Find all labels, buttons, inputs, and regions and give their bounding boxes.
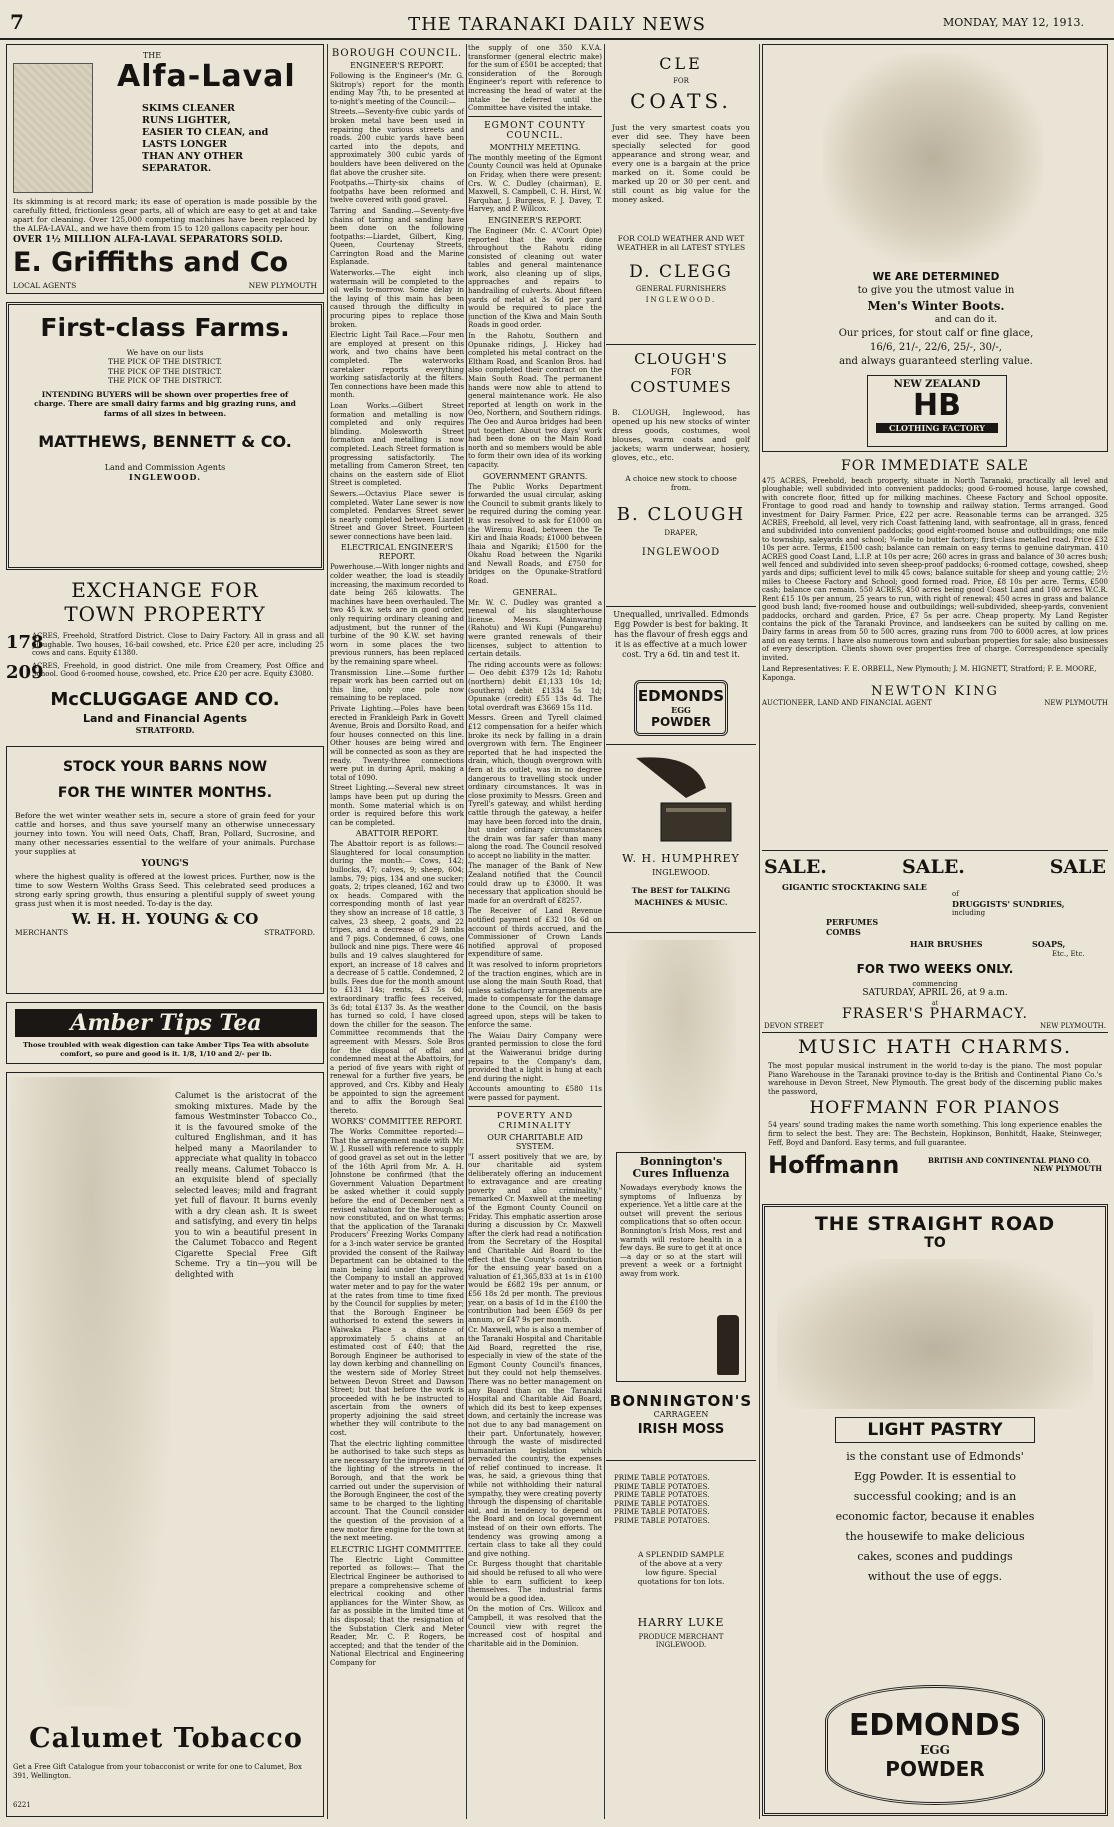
immediate-sale-ad [762, 458, 1108, 842]
exchange-text-2: ACRES, Freehold, in good district. One mile from Creamery, Post Office and School. Good 6-roomed house, cowshed, etc. Price £20 per acre. Equity £3080. [32, 661, 324, 679]
luke-town: INGLEWOOD. [655, 1640, 707, 1649]
sale-weeks: FOR TWO WEEKS ONLY. [856, 962, 1014, 976]
farms-firm: MATTHEWS, BENNETT & CO. [38, 432, 292, 451]
clegg-coats-ad [606, 44, 756, 344]
divider [606, 344, 756, 345]
hb-factory: CLOTHING FACTORY [876, 423, 998, 433]
stock-ad [6, 746, 324, 994]
frasers-sale-ad [762, 854, 1108, 1030]
bottle-illustration [717, 1315, 739, 1375]
potato-line: PRIME TABLE POTATOES. [614, 1516, 710, 1525]
works-subheading: WORKS' COMMITTEE REPORT. [331, 1117, 463, 1127]
paragraph: The Receiver of Land Revenue notified payment of £32 10s 6d on account of thirds accrued, and the Commissioner of Crown Lands notified approval of proposed expenditure of same. [468, 907, 602, 959]
music-hoffmann: HOFFMANN FOR PIANOS [809, 1098, 1061, 1119]
farms-picks [9, 357, 321, 386]
paragraph: Powerhouse.—With longer nights and colder weather, the load is steadily increasing, the maximum recorded to date being 265 kilowatts. The machines have been overhauled. The two 45 k.w. sets are in good order, only requiring ordinary cleaning and adjustment, but the runner of the turbine of the 90 K.W. set having worn in some places the two previous runners, has been replaced by the remaining spare wheel. [330, 563, 464, 666]
column-rule [327, 44, 328, 1819]
humphrey-town: INGLEWOOD. [652, 868, 710, 877]
divider [606, 744, 756, 745]
music-body: The most popular musical instrument in the world to-day is the piano. The most popular Piano Warehouse in the Taranaki province to-day is the British and Continental Piano Co.'s warehouse in Devon Street, New Plymouth. The great body of the discerning public makes the password, [768, 1062, 1102, 1096]
exchange-title-2: TOWN PROPERTY [64, 602, 266, 626]
stock-title-1: STOCK YOUR BARNS NOW [62, 759, 268, 775]
coats-cle: CLE [659, 54, 703, 73]
sale-line-3: DRUGGISTS' SUNDRIES, [952, 899, 1065, 909]
clough-title-1: CLOUGH'S [634, 350, 728, 368]
engineer-subheading: ENGINEER'S REPORT. [488, 215, 582, 225]
coats-body: Just the very smartest coats you ever did see. They have been specially selected for good appearance and strong wear, and every one is a bargain at the price marked on it. Some could be marked up 20 or 30 per cent. and still count as big value for the money asked. [612, 123, 750, 204]
road-title: THE STRAIGHT ROAD [814, 1213, 1056, 1235]
amber-logo: Amber Tips Tea [15, 1009, 317, 1037]
poverty-heading: POVERTY AND CRIMINALITY [496, 1110, 574, 1131]
road-tin [825, 1685, 1045, 1805]
sale-town: NEW PLYMOUTH. [1040, 1022, 1106, 1030]
divider [762, 1032, 1108, 1033]
sale-line-5: PERFUMES [826, 917, 879, 927]
paragraph: The Public Works Department forwarded the usual circular, asking the Council to submit grants likely to be required during the coming year. It was resolved to ask for £1000 on the Wiremu Road, between the Te Kiri and Ihaia Roads; £1000 between Ihaia and Ngariki; £1500 for the Okahu Road between the Ngariki and Newall Roads, and £750 for bridges on the Opunake-Stratford Road. [468, 482, 602, 586]
hoffmann-logo: Hoffmann [768, 1151, 900, 1180]
paragraph: Sewers.—Octavius Place sewer is completed. Water Lane sewer is now completed. Pendarves Street sewer is nearly completed between Liardet Street and Gover Street. Fourteen sewer connections have been laid. [330, 489, 464, 541]
exchange-title-1: EXCHANGE FOR [71, 578, 259, 602]
paragraph: That the electric lighting committee be authorised to take such steps as are necessary for the improvement of the lighting of the streets in the Borough, and that the work be carried out under the supervision of the Borough Engineer, the cost of the same to be charged to the lighting account. That the Council consider the question of the provision of a new motor fire engine for the town at the next meeting. [330, 1439, 464, 1543]
clough-town: INGLEWOOD [641, 547, 721, 558]
paragraph: Cr. Burgess thought that charitable aid should be refused to all who were able to earn sufficient to keep themselves. The industrial farms would be a good idea. [468, 1560, 602, 1603]
road-brand: EDMONDS [848, 1708, 1022, 1743]
column-4 [606, 44, 756, 1819]
separator-illustration [13, 63, 93, 193]
column-rule [759, 44, 760, 1819]
boot-illustration [823, 53, 1043, 263]
road-powder: POWDER [885, 1757, 985, 1781]
alfa-claim: THAN ANY OTHER [142, 151, 244, 162]
sale-line-9: Etc., Etc. [1052, 950, 1085, 958]
potato-line: PRIME TABLE POTATOES. [614, 1474, 710, 1482]
stock-youngs: YOUNG'S [141, 859, 189, 869]
boots-ad [762, 44, 1108, 452]
paragraph: Transmission Line.—Some further repair work has been carried out on this line, only one pole now remaining to be replaced. [330, 668, 464, 703]
paragraph: Messrs. Green and Tyrell claimed £12 compensation for a heifer which broke its neck by falling in a drain overgrown with fern. The Engineer reported that he had inspected the drain, which, though overgrown with fern at its outlet, was in no degree dangerous to travelling stock under ordinary circumstances. It was in close proximity to Messrs. Green and Tyrell's gateway, and whilst herding cattle through the gateway, a heifer may have been forced into the drain, but under ordinary circumstances the drain was far safer than many along the road. The Council resolved to accept no liability in the matter. [468, 714, 602, 860]
general-subheading: GENERAL. [512, 587, 558, 597]
electric-light-subheading: ELECTRIC LIGHT COMMITTEE. [330, 1544, 464, 1554]
column-3-egmont-county [468, 44, 602, 1819]
paragraph: Tarring and Sanding.—Seventy-five chains of tarring and sanding have been done on the following footpaths:—Liardet, Gilbert, King, Queen, Courtenay Streets, Carrington Road and the Marine Esplanade. [330, 206, 464, 267]
paragraph: The Electric Light Committee reported as follows:— That the Electrical Engineer be authorised to prepare a comprehensive scheme of electrical cooking and other appliances for the Winter Show, as far as possible in the limited time at his disposal; that the resignation of the Substation Clerk and Meter Reader, Mr. C. P. Rogers, be accepted; and that the tender of the National Electrical and Engineering Company for [330, 1555, 464, 1667]
farms-town: INGLEWOOD. [129, 472, 201, 482]
boots-t5: Our prices, for stout calf or fine glace, [838, 328, 1034, 339]
edmonds-brand: EDMONDS [637, 687, 725, 705]
paragraph: Loan Works.—Gilbert Street formation and metalling is now completed and only requires blinding. Molesworth Street formation and metalling is now completed. Leach Street formation is progressing satisfactorily. The metalling from Cameron Street, ten chains on the eastern side of Eliot Street is completed. [330, 401, 464, 488]
masthead: THE TARANAKI DAILY NEWS [408, 14, 706, 35]
column-1 [6, 44, 324, 1819]
paragraph: "I assert positively that we are, by our charitable aid system deliberately offering an inducement to extravagance and are creating poverty and also criminality," remarked Cr. Maxwell at the meeting of the Egmont County Council on Friday. This emphatic assertion arose during a discussion by Cr. Maxwell after the clerk had read a notification from the Secretary of the Hospital and Charitable Aid Board to the effect that the County's contribution for the ensuing year based on a valuation of £1,365,833 at 1s in £100 would be £682 19s per annum, or £56 18s 2d per month. The previous year, on a basis of 1d in the £100 the contribution had been £569 8s per annum, or £47 9s per month. [468, 1152, 602, 1324]
issue-date: MONDAY, MAY 12, 1913. [942, 16, 1084, 29]
paragraph: Following is the Engineer's (Mr. G. Skitrop's) report for the month ending May 7th, to be presented at to-night's meeting of the Council:— [330, 72, 464, 106]
farms-title: First-class Farms. [40, 313, 290, 342]
edmonds-egg: EGG [671, 705, 691, 715]
exchange-acres-2: 209 [6, 661, 44, 683]
hoffmann-town: NEW PLYMOUTH [1033, 1164, 1102, 1174]
sale-line-7: HAIR BRUSHES [910, 939, 983, 949]
nurse-illustration [626, 940, 736, 1150]
alfa-claim: SEPARATOR. [142, 163, 212, 174]
amber-tag: Those troubled with weak digestion can take Amber Tips Tea with absolute comfort, so pure and good is it. 1/8, 1/10 and 2/- per lb. [23, 1041, 309, 1058]
calumet-code: 6221 [13, 1801, 31, 1809]
calumet-foot: Get a Free Gift Catalogue from your tobacconist or write for one to Calumet, Box 391, Wellington. [13, 1763, 302, 1780]
stock-town: STRATFORD. [264, 928, 315, 937]
potatoes-ad [606, 1464, 756, 1814]
alfa-laval-ad [6, 44, 324, 294]
alfa-the: THE [142, 51, 162, 60]
divider [606, 1460, 756, 1461]
road-body: is the constant use of Edmonds' Egg Powder. It is essential to successful cooking; and is an economic factor, because it enables the housewife to make delicious cakes, scones and puddings without the use of eggs. [835, 1450, 1035, 1583]
exchange-town: STRATFORD. [135, 724, 195, 735]
exchange-ad [6, 578, 324, 738]
alfa-claim: LASTS LONGER [142, 139, 228, 150]
paragraph: Accounts amounting to £580 11s were passed for payment. [468, 1085, 602, 1102]
paragraph: On the motion of Crs. Willcox and Campbell, it was resolved that the Council view with regret the increased cost of hospital and charitable aid in the Dominion. [468, 1605, 602, 1648]
bonnington-moss: IRISH MOSS [637, 1422, 725, 1437]
calumet-brand: Calumet Tobacco [29, 1723, 303, 1754]
divider [606, 606, 756, 607]
engineer-subheading: ENGINEER'S REPORT. [350, 61, 444, 70]
paragraph: The Abattoir report is as follows:—Slaughtered for local consumption during the month:— Cows, 142; bullocks, 47; calves, 9; sheep, 604; lambs, 79; pigs, 134 and one sucker; goats, 2; tripes cleaned, 162 and two ox heads. Compared with the corresponding month of last year they show an increase of 18 cattle, 3 calves, 23 sheep, 2 goats, and 22 tripes, and a decrease of 29 lambs and 7 pigs. Condemned, 6 cows, one bullock and nine pigs. There were 46 bulls and 19 calves slaughtered for export, an increase of 18 calves and a decrease of 5 cattle. Condemned, 2 bulls. Fees due for the month amount to £131 14s; rents, £3 5s 6d; extraordinary traffic fees received, 3s 6d; total £137 3s. As the weather has turned so cold, I have closed down the chiller for the season. The Committee recommends that the agreement with Messrs. Sole Bros for the disposal of offal and condemned meat at the Abattoirs, for a period of five years with right of renewal for a further five years, be approved, and Crs. Kibby and Healy be appointed to sign the agreement and to affix the Borough Seal thereto. [330, 840, 464, 1115]
potato-line: PRIME TABLE POTATOES. [614, 1508, 710, 1517]
sale-line-8: SOAPS, [1032, 939, 1066, 949]
alfa-local: LOCAL AGENTS [13, 281, 77, 290]
hb-nz: NEW ZEALAND [893, 379, 981, 390]
clegg-role: GENERAL FURNISHERS [635, 285, 727, 293]
edmonds-powder: POWDER [651, 715, 711, 729]
sale-date: SATURDAY, APRIL 26, at 9 a.m. [862, 988, 1008, 998]
paragraph: In the Rahotu, Southern and Opunake ridings, J. Hickey had completed his metal contract on the Eltham Road, and Scanlon Bros. had also completed their contract on the Main South Road. The permanent hands were now able to attend to general maintenance work. He also reported at length on work in the Oeo, Northern, and Southern ridings. The Oeo and Auroa bridges had been put together. About two days' work had been done on the Main Road north and so members would be able to form their own idea of its working capacity. [468, 332, 602, 469]
grants-subheading: GOVERNMENT GRANTS. [482, 471, 588, 481]
music-body-2: 54 years' sound trading makes the name worth something. This long experience enables the firm to select the best. They are: The Bechstein, Hopkinson, Bonhitdt, Haake, Steinweger, Feff, Boyd and Danford. Easy terms, and full guarantee. [768, 1121, 1102, 1147]
sale1-reps: Land Representatives: F. E. ORBELL, New Plymouth; J. M. HIGNETT, Stratford; F. E. MOORE, Kaponga. [762, 664, 1097, 682]
boots-t1: WE ARE DETERMINED [872, 271, 1000, 283]
page-header [0, 0, 1114, 40]
coats-title: COATS. [630, 89, 732, 113]
alfa-claim: SKIMS CLEANER [142, 103, 235, 114]
paragraph: Private Lighting.—Poles have been erected in Frankleigh Park in Govett Avenue, Brois and Dorsilto Road, and four houses connected on this line. Other houses are being wired and will be connected as soon as they are ready. Twenty-three connections were put in during April, making a total of 1090. [330, 704, 464, 782]
exchange-firm: McCLUGGAGE AND CO. [50, 688, 280, 710]
coats-cold: FOR COLD WEATHER AND WET WEATHER in all LATEST STYLES [616, 234, 746, 252]
alfa-brand: Alfa-Laval [117, 59, 296, 94]
sale-line-1: GIGANTIC STOCKTAKING SALE [782, 882, 927, 892]
egmont-heading: EGMONT COUNTY COUNCIL. [484, 120, 586, 141]
edmonds-ad [606, 610, 756, 740]
sale-street: DEVON STREET [764, 1022, 824, 1030]
boots-t2: to give you the utmost value in [857, 285, 1015, 296]
humphrey-machines: The BEST for TALKING MACHINES & MUSIC. [631, 886, 731, 907]
farms-pick: THE PICK OF THE DISTRICT. [107, 357, 223, 366]
potato-line: PRIME TABLE POTATOES. [614, 1482, 710, 1491]
paragraph: Footpaths.—Thirty-six chains of footpaths have been reformed and twelve covered with good gravel. [330, 179, 464, 205]
farms-pick: THE PICK OF THE DISTRICT. [107, 376, 223, 385]
calumet-ad [6, 1072, 324, 1817]
sale1-town: NEW PLYMOUTH [1044, 699, 1108, 708]
stock-title-2: FOR THE WINTER MONTHS. [57, 785, 273, 801]
farms-body: INTENDING BUYERS will be shown over properties free of charge. There are small dairy farms and big grazing runs, and farms of all sizes in between. [34, 389, 296, 418]
paragraph: Street Lighting.—Several new street lamps have been put up during the month. Some material which is on order is required before this work can be completed. [330, 784, 464, 827]
farms-intro: We have on our lists [126, 348, 204, 357]
stock-body-2: where the highest quality is offered at the lowest prices. Further, now is the time to sow Western Wolths Grass Seed. This celebrated seed produces a strong early spring growth, thus ensuring a plentiful supply of sweet young grass just when it is most needed. To-day is the day. [15, 872, 315, 908]
sale-commencing: commencing [912, 980, 958, 988]
clough-body: B. CLOUGH, Inglewood, has opened up his new stocks of winter dress goods, costumes, wool blouses, warm coats and golf jackets; warm underwear, hosiery, gloves, etc., etc. [612, 408, 750, 462]
farms-pick: THE PICK OF THE DISTRICT. [107, 366, 223, 376]
potato-lines [606, 1474, 756, 1526]
paragraph: Waterworks.—The eight inch watermain will be completed to the oil wells to-morrow. Some delay in the laying of this main has been caused through the difficulty in procuring pipes to replace those broken. [330, 269, 464, 329]
bonnington-body: Nowadays everybody knows the symptoms of Influenza by experience. Yet a little care at the outset will prevent the serious complications that so often occur. Bonnington's Irish Moss, rest and warmth will restore health in a few days. Be sure to get it at once—a day or so at the start will prevent a week or a fortnight away from work. [620, 1184, 742, 1278]
paragraph: The monthly meeting of the Egmont County Council was held at Opunake on Friday, when there were present: Crs. W. C. Dudley (chairman), E. Maxwell, S. Campbell, C. H. Hirst, W. Farquhar, J. Burgess, F. J. Davey, T. Harvey, and P. Willcox. [468, 153, 602, 214]
alfa-town: NEW PLYMOUTH [248, 281, 317, 290]
clegg-town: INGLEWOOD. [645, 296, 717, 304]
bonnington-box [616, 1152, 746, 1382]
alfa-claim: EASIER TO CLEAN, and [142, 127, 269, 138]
paragraph: It was resolved to inform proprietors of the traction engines, which are in use along the main South Road, that unless satisfactory arrangements are made to compensate for the damage done to the Council, on the basis agreed upon, steps will be taken to enforce the same. [468, 961, 602, 1030]
divider [468, 116, 602, 117]
potato-line: PRIME TABLE POTATOES. [614, 1491, 710, 1500]
electrical-subheading: ELECTRICAL ENGINEER'S REPORT. [340, 543, 454, 562]
hoffmann-ad [762, 1036, 1108, 1198]
sale1-title: FOR IMMEDIATE SALE [841, 458, 1029, 474]
sale1-body: 475 ACRES, Freehold, beach property, situate in North Taranaki, practically all level and ploughable; well subdivided into convenient paddocks; good 6-roomed house, large cowshed, with concrete floor, fitted up for milking machines. Cheese Factory and School opposite. Frontage to good road and handy to township and railway station. Terms arranged. Good investment for Dairy Farmer. Price, £22 per acre. Reasonable terms can be arranged. 325 ACRES, Freehold, all level, very rich Coast fattening land, with seafrontage, all in grass, fenced and subdivided into convenient paddocks; good eight-roomed house and outbuildings; one mile to township, saleyards and school; ¾-mile to butter factory; first-class metalled road. Price £32 10s per acre. Terms, £1500 cash; balance can remain on easy terms to genuine dairyman. 410 ACRES good Coast Land, L.I.P. at 10s per acre; 260 acres in grass and balance of 30 acres bush; well fenced and subdivided into seven sheep-proof paddocks; 6-roomed cottage, cowshed, sheep yards and dips; sufficient level to milk 45 cows; balance suitable for sheep and young cattle; 2½ miles to Cheese Factory and School; good formed road. Price, £8 10s per acre. Terms, £500 cash; balance can remain. 550 ACRES, 450 acres being good Coast Land and 100 acres W.C.R. Rent £15 10s per annum, 25 years to run, with right of renewal; 450 acres in grass and balance good bush land; five-roomed house and outbuildings; well-subdivided, sheep-yards, convenient paddocks, orchard and garden. Price, £7 5s per acre. Cheap property. My Land Register contains the pick of the Taranaki Province, and landseekers can be suited by calling on me. Dairy farms in areas from 50 to 500 acres, grazing runs from 700 to 6000 acres, at low prices and on easy terms. I have also numerous town and suburban properties for sale; also businesses of every description. Clients shown over properties free of charge. Correspondence specially invited. [762, 477, 1108, 662]
boots-t7: and always guaranteed sterling value. [839, 356, 1033, 367]
paragraph: Electric Light Tail Race.—Four men are employed at present on this work, and two chains have been completed. The waterworks caretaker reports everything working satisfactorily at the filters. Ten connections have been made this month. [330, 331, 464, 400]
alfa-claims [142, 103, 268, 175]
music-title: MUSIC HATH CHARMS. [797, 1036, 1073, 1058]
sale-line-4: including [952, 909, 986, 917]
sale-line-2: of [952, 890, 959, 898]
stock-firm: W. H. H. YOUNG & CO [71, 910, 259, 928]
exchange-role: Land and Financial Agents [82, 711, 248, 725]
column-2-borough-council [330, 44, 464, 1819]
column-rule [466, 44, 467, 1819]
calumet-body: Calumet is the aristocrat of the smoking mixtures. Made by the famous Westminster Tobacco Co., it is the favoured smoke of the cultured Englishman, and it has helped many a Maorilander to appreciate what quality in tobacco really means. Calumet Tobacco is an exquisite blend of specially selected leaves; mild and fragrant yet full of flavour. It burns evenly with a dry clean ash. It is sweet and satisfying, and every tin helps you to win a beautiful present in the Calumet Tobacco and Regent Cigarette Special Free Gift Scheme. Try a tin—you will be delighted with [175, 1091, 317, 1279]
farms-ad [6, 302, 324, 570]
monthly-subheading: MONTHLY MEETING. [489, 142, 581, 152]
luke-role: PRODUCE MERCHANT [638, 1632, 724, 1641]
boots-t6: 16/6, 21/-, 22/6, 25/-, 30/-, [870, 342, 1002, 353]
paragraph: The riding accounts were as follows:— Oeo debit £379 12s 1d; Rahotu (northern) debit £1,133 10s 1d; (southern) debit £1334 5s 1d; Opunake (credit) £55 13s 4d. The total overdraft was £3669 15s 11d. [468, 660, 602, 712]
clough-name: B. CLOUGH [616, 504, 746, 525]
humphrey-name: W. H. HUMPHREY [622, 852, 740, 865]
divider [762, 850, 1108, 851]
sale-word-3: SALE [1049, 856, 1106, 878]
sale1-role: AUCTIONEER, LAND AND FINANCIAL AGENT [762, 699, 932, 708]
sale-line-6: COMBS [826, 927, 861, 937]
clough-role: DRAPER, [664, 529, 698, 537]
column-rule [604, 44, 605, 1819]
potato-sample: A SPLENDID SAMPLE of the above at a very low figure. Special quotations for ton lots. [637, 1549, 725, 1586]
page-number: 7 [10, 10, 24, 34]
potato-line: PRIME TABLE POTATOES. [614, 1499, 710, 1508]
clough-title-2: FOR [670, 368, 692, 378]
road-egg: EGG [920, 1743, 950, 1757]
divider [468, 1106, 602, 1107]
luke-name: HARRY LUKE [637, 1615, 725, 1629]
bonnington-brand: BONNINGTON'S [609, 1392, 753, 1410]
sale1-firm: NEWTON KING [871, 684, 999, 700]
boots-t3: Men's Winter Boots. [867, 299, 1005, 313]
hb-letters: HB [913, 388, 961, 423]
sale-word-1: SALE. [764, 856, 827, 878]
hb-logo [867, 375, 1007, 447]
alfa-sold: OVER 1½ MILLION ALFA-LAVAL SEPARATORS SOLD. [13, 235, 283, 245]
clough-ad [606, 350, 756, 598]
bonnington-sub: CARRAGEEN [653, 1410, 709, 1419]
bonningtons-ad [606, 936, 756, 1456]
clough-title-3: COSTUMES [630, 378, 732, 396]
column-5 [762, 44, 1108, 1819]
sale-at: at [932, 1000, 938, 1007]
stock-merchants: MERCHANTS [15, 928, 69, 937]
paragraph: The Waiau Dairy Company were granted permission to close the ford at the Waiweranui bridge during repairs to the Company's dam, provided that a light is hung at each end during the night. [468, 1031, 602, 1083]
paragraph: Cr. Maxwell, who is also a member of the Taranaki Hospital and Charitable Aid Board, regretted the rise, especially in view of the state of the Egmont County Council's finances, but they could not help themselves. There was no better management on any Board than on the Taranaki Hospital and Charitable Aid Board, which did its best to keep expenses down, and certainly the increase was not due to any bad management on their part. Unfortunately, however, through the waste of misdirected humanitarian legislation which pervaded the country, the expenses of relief continued to increase. It was, he said, a grievous thing that while not withholding their natural sympathy, they were creating poverty through the dispensing of charitable aid, and in tendency to depend on the Board and on local government instead of on their own efforts. The tendency was growing among a certain class to take all they could and give nothing. [468, 1326, 602, 1558]
exchange-acres-1: 178 [6, 632, 44, 653]
abattoir-subheading: ABATTOIR REPORT. [355, 829, 439, 839]
tins-illustration [777, 1259, 1093, 1409]
sale-firm: FRASER'S PHARMACY. [842, 1006, 1028, 1022]
paragraph: The Engineer (Mr. C. A'Court Opie) reported that the work done throughout the Rahotu riding consisted of cleaning out water tables and general maintenance work, also cleaning up of slips, approaches and repairs to handrailing of culverts. About fifteen yards of metal at 3s 6d per yard would be required to place the junction of the Kiwa and Main South Roads in good order. [468, 226, 602, 330]
charitable-subheading: OUR CHARITABLE AID SYSTEM. [487, 1132, 583, 1151]
alfa-claim: RUNS LIGHTER, [142, 115, 231, 126]
farms-role: Land and Commission Agents [104, 463, 226, 472]
hoffmann-co: BRITISH AND CONTINENTAL PIANO CO. [928, 1155, 1091, 1165]
coats-for: FOR [673, 77, 689, 85]
humphrey-ad [606, 748, 756, 918]
paragraph: the supply of one 350 K.V.A. transformer (general electric make) for the sum of £501 be accepted; that consideration of the Borough Engineer's report with reference to increasing the head of water at the intake be deferred until the Committee have visited the intake. [468, 44, 602, 113]
borough-heading: BOROUGH COUNCIL. [331, 48, 463, 59]
alfa-agent: E. Griffiths and Co [13, 247, 289, 278]
smoker-illustration [11, 1077, 171, 1707]
sale-word-2: SALE. [902, 856, 965, 878]
exchange-text-1: ACRES, Freehold, Stratford District. Close to Dairy Factory. All in grass and all ploughable. Two houses, 16-bail cowshed, etc. Price £20 per acre, including 25 cows and cans. Equity £1380. [32, 632, 324, 658]
paragraph: The manager of the Bank of New Zealand notified that the Council could draw up to £3000. It was necessary that application should be made for an overdraft of £8257. [468, 862, 602, 905]
road-banner: LIGHT PASTRY [835, 1417, 1035, 1443]
bonnington-title: Bonnington's Cures Influenza [632, 1155, 730, 1180]
boots-t4: and can do it. [934, 315, 998, 325]
road-to: TO [924, 1235, 946, 1251]
gramophone-icon [606, 748, 756, 848]
amber-tips-ad [6, 1002, 324, 1064]
clegg-name: D. CLEGG [629, 262, 733, 282]
straight-road-ad [762, 1204, 1108, 1816]
edmonds-tin-label [634, 680, 728, 736]
paragraph: The Works Committee reported:— That the arrangement made with Mr. W. J. Russell with reference to supply of good gravel as set out in the letter of the 16th April from Mr. A. H. Johnstone be confirmed (that the Government Valuation Department be asked whether it could supply before the end of December next a revised valuation for the Borough as now constituted, and on what terms; that the application of the Taranaki Producers' Freezing Works Company for a 3-inch water service be granted provided the consent of the Railway Department can be obtained to the main being laid under the railway, the Company to install an approved water meter and to pay for the water at the rates from time to time fixed by the Council for supplies by meter; that the Borough Engineer be authorised to extend the sewers in Waiwaka Place a distance of approximately 5 chains at an estimated cost of £40; that the Borough Engineer be authorised to lay down kerbing and channelling on the western side of Morley Street between Devon Street and Dawson Street; but that before the work is proceeded with he be instructed to ascertain from the owners of property adjoining the said street whether they will contribute to the cost. [330, 1128, 464, 1438]
paragraph: Mr. W. C. Dudley was granted a renewal of his slaughterhouse license. Messrs. Mainwaring (Rahotu) and Wi Kupi (Pungarehu) were granted renewals of their licenses, subject to attention to certain details. [468, 598, 602, 659]
edmonds-body: Unequalled, unrivalled. Edmonds Egg Powder is best for baking. It has the flavour of fresh eggs and it is as effective at a much lower cost. Try a 6d. tin and test it. [613, 610, 749, 659]
clough-choice: A choice new stock to choose from. [625, 474, 737, 492]
stock-body: Before the wet winter weather sets in, secure a store of grain feed for your cattle and horses, and thus save yourself many an otherwise unnecessary journey into town. You will need Oats, Chaff, Bran, Pollard, Sucrosine, and many other necessaries essential to the welfare of your animals. Purchase your supplies at [15, 811, 315, 856]
alfa-body: Its skimming is at record mark; its ease of operation is made possible by the carefully fitted, frictionless gear parts, all of which are easy to get at and take apart for cleaning. Over 125,000 competing machines have been replaced by the ALFA-LAVAL, and we have them from 15 to 120 gallons capacity per hour. [13, 197, 317, 233]
paragraph: Streets.—Seventy-five cubic yards of broken metal have been used in repairing the various streets and roads. 200 cubic yards have been carted into the depots, and approximately 300 cubic yards of boulders have been delivered on the flat above the crusher site. [330, 108, 464, 177]
divider [606, 932, 756, 933]
